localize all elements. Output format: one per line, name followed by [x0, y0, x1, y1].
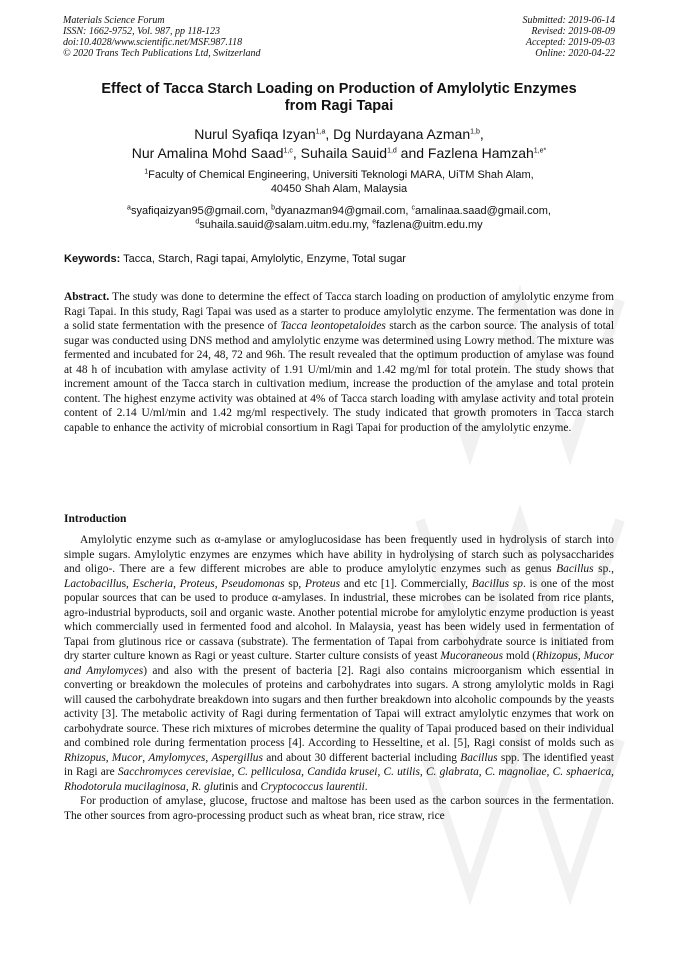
email-sup: d	[195, 218, 200, 226]
author-sup: 1,b	[470, 128, 480, 136]
email-c[interactable]: amalinaa.saad@gmail.com,	[415, 205, 551, 217]
author-list	[60, 125, 618, 163]
intro-paragraph-1	[64, 533, 614, 794]
section-heading-introduction: Introduction	[64, 513, 127, 525]
email-list	[60, 204, 618, 232]
author-name: , Dg Nurdayana Azman	[325, 126, 471, 142]
keywords-label: Keywords:	[64, 253, 121, 265]
paper-title	[60, 81, 618, 115]
intro-italic-term: Bacillus	[460, 751, 498, 764]
intro-italic-term: Pseudomonas	[221, 577, 285, 590]
intro-italic-term: Rhizopus	[64, 751, 106, 764]
intro-text: Amylolytic enzyme such as α-amylase or amyloglucosidase has been frequently used in hydrolysis of starch into simple sugars. Amylolytic enzymes are enzymes which have ability in hydrolysing of starch such as polysaccharides and oligo-. There are a few different microbes are able to produce amylolytic enzymes such as genus	[64, 534, 614, 575]
email-b[interactable]: dyanazman94@gmail.com,	[275, 205, 412, 217]
abstract-italic: Tacca leontopetaloides	[280, 320, 386, 332]
intro-italic-term: Proteus	[179, 577, 215, 590]
intro-italic-term: Bacillus	[556, 563, 594, 575]
intro-text: . is one of the most popular sources that can be used to produce α-amylases. In industrial, these microbes can be isolated from rice plants, agro-industrial byproducts, soil and organic waste. Another potential microbe for amylolytic enzyme production is yeast which commercially used in fermented food and alcohol. In Malaysia, yeast has been widely used in fermentation of Tapai from glutinous rice or cassava (substrate). The fermentation of Tapai from carbohydrate source is initiated from dry starter culture known as Ragi or yeast culture. Starter culture consists of yeast	[64, 577, 614, 662]
intro-italic-term: Amylomyces	[148, 751, 206, 764]
intro-italic-term: Bacillus sp	[471, 577, 523, 590]
author-separator: ,	[479, 126, 484, 142]
email-sup: a	[127, 204, 131, 212]
abstract	[64, 290, 614, 435]
intro-italic-term: Sacchromyces cerevisiae, C. pelliculosa, Candida krusei, C. utilis, C. glabrata, C. magnoliae, C. sphaerica, Rhodotorula mucilaginosa, R. glut	[64, 766, 614, 793]
keywords-text: Tacca, Starch, Ragi tapai, Amylolytic, Enzyme, Total sugar	[120, 253, 406, 265]
title-line-2: from Ragi Tapai	[284, 98, 394, 114]
author-sup: 1,d	[387, 147, 397, 155]
email-e[interactable]: fazlena@uitm.edu.my	[376, 219, 483, 231]
affiliation-text: Faculty of Chemical Engineering, Universiti Teknologi MARA, UiTM Shah Alam,	[148, 169, 534, 181]
publication-dates	[523, 15, 616, 59]
affiliation-line-1	[60, 168, 618, 182]
intro-text: sp.,	[593, 563, 614, 575]
author-sup: 1,e*	[533, 147, 547, 155]
title-line-1: Effect of Tacca Starch Loading on Production of Amylolytic Enzymes	[101, 81, 577, 97]
abstract-text: starch as the carbon source. The analysis of total sugar was conducted using DNS method and amylolytic enzyme was determined using Lowry method. The mixture was fermented and incubated for 24, 48, 72 and 96h. The result revealed that the optimum production of amylase was found at 48 h of incubation with amylase activity of 1.91 U/ml/min and 1.42 mg/ml for total protein. The study shows that increment amount of the Tacca starch in cultivation medium, increase the production of the amylase and total protein content. The highest enzyme activity was obtained at 4% of Tacca starch loading with amylase activity and total protein content of 2.14 U/ml/min and 1.42 mg/ml respectively. The study indicated that growth promoters in Tacca starch capable to enhance the activity of microbial consortium in Ragi Tapai for production of the amylolytic enzyme.	[64, 320, 614, 434]
author-line-2	[60, 144, 618, 163]
author-name: Nurul Syafiqa Izyan	[194, 126, 316, 142]
accepted-date: Accepted: 2019-09-03	[525, 37, 615, 48]
intro-text: mold (	[503, 650, 537, 662]
email-sup: e	[372, 218, 377, 226]
email-line-1	[60, 204, 618, 218]
email-a[interactable]: syafiqaizyan95@gmail.com,	[130, 205, 272, 217]
intro-italic-term: Mucoraneous	[440, 650, 504, 662]
intro-italic-term: Rhizopus, Mucor and Amylomyces	[64, 650, 614, 677]
intro-italic-term: Aspergillus	[211, 751, 263, 764]
issn-info: ISSN: 1662-9752, Vol. 987, pp 118-123	[63, 26, 221, 37]
abstract-text: The study was done to determine the effect of Tacca starch loading on production of amylolytic enzyme from Ragi Tapai. In this study, Ragi Tapai was used as a starter to produce amylolytic enzyme. The fermentation was done in a solid state fermentation with the presence of	[64, 291, 614, 332]
online-date: Online: 2020-04-22	[535, 48, 615, 59]
author-name: and Fazlena Hamzah	[396, 145, 534, 161]
author-line-1	[60, 125, 618, 144]
email-sup: b	[271, 204, 276, 212]
keywords	[64, 253, 406, 265]
intro-text: inis and	[221, 780, 261, 793]
author-sup: 1,c	[283, 147, 293, 155]
copyright-notice: © 2020 Trans Tech Publications Ltd, Switzerland	[63, 48, 261, 59]
affiliation-sup: 1	[144, 168, 149, 176]
author-name: Nur Amalina Mohd Saad	[131, 145, 284, 161]
affiliation-line-2: 40450 Shah Alam, Malaysia	[270, 183, 408, 195]
email-line-2	[60, 218, 618, 232]
intro-paragraph-2: For production of amylase, glucose, fructose and maltose has been used as the carbon sources in the fermentation. The other sources from agro-processing product such as wheat bran, rice straw, rice	[64, 795, 614, 822]
journal-header-info	[63, 15, 261, 59]
intro-text: .	[364, 780, 368, 793]
intro-italic-term: Proteus	[304, 577, 340, 590]
intro-italic-term: Cryptococcus laurentii	[260, 780, 365, 793]
intro-text: ,	[105, 751, 112, 764]
introduction-body	[64, 533, 614, 823]
affiliation	[60, 168, 618, 196]
email-d[interactable]: suhaila.sauid@salam.uitm.edu.my,	[199, 219, 373, 231]
intro-text: ) and also with the present of bacteria [2]. Ragi also contains microorganism which essential in converting or breakdown the molecules of proteins and carbohydrates into sugars. A strong amylolytic molds in Ragi will caused the carbohydrate breakdown into sugars and then further breakdown into alcoholic compounds by the yeasts activity [3]. The metabolic activity of Ragi during fermentation of Tapai will extract amylolytic enzymes that work on carbohydrate source. These rich mixtures of microbes determine the quality of Tapai produced based on their individual and combined role during fermentation process [4]. According to Hesseltine, et al. [5], Ragi consist of molds such as	[64, 664, 614, 749]
author-name: , Suhaila Sauid	[292, 145, 388, 161]
intro-italic-term: Mucor	[111, 751, 143, 764]
doi-link[interactable]: doi:10.4028/www.scientific.net/MSF.987.118	[63, 37, 243, 48]
intro-text: s,	[121, 577, 133, 590]
intro-text: ,	[173, 577, 180, 590]
intro-text: ,	[214, 577, 222, 590]
intro-italic-term: Escheria	[132, 577, 174, 590]
submitted-date: Submitted: 2019-06-14	[522, 15, 615, 26]
author-sup: 1,a	[315, 128, 326, 136]
email-sup: c	[411, 204, 416, 212]
intro-text: ,	[205, 751, 212, 764]
intro-text: and about 30 different bacterial including	[262, 751, 461, 764]
intro-text: ,	[142, 751, 149, 764]
journal-name: Materials Science Forum	[63, 15, 165, 26]
abstract-label: Abstract.	[64, 291, 110, 303]
intro-italic-term: Lactobacillu	[64, 577, 122, 590]
revised-date: Revised: 2019-08-09	[531, 26, 615, 37]
intro-text: and etc [1]. Commercially,	[340, 577, 472, 590]
intro-text: spp. The identified yeast in Ragi are	[64, 751, 614, 778]
abstract-paragraph	[64, 290, 614, 435]
intro-text: sp,	[284, 577, 305, 590]
